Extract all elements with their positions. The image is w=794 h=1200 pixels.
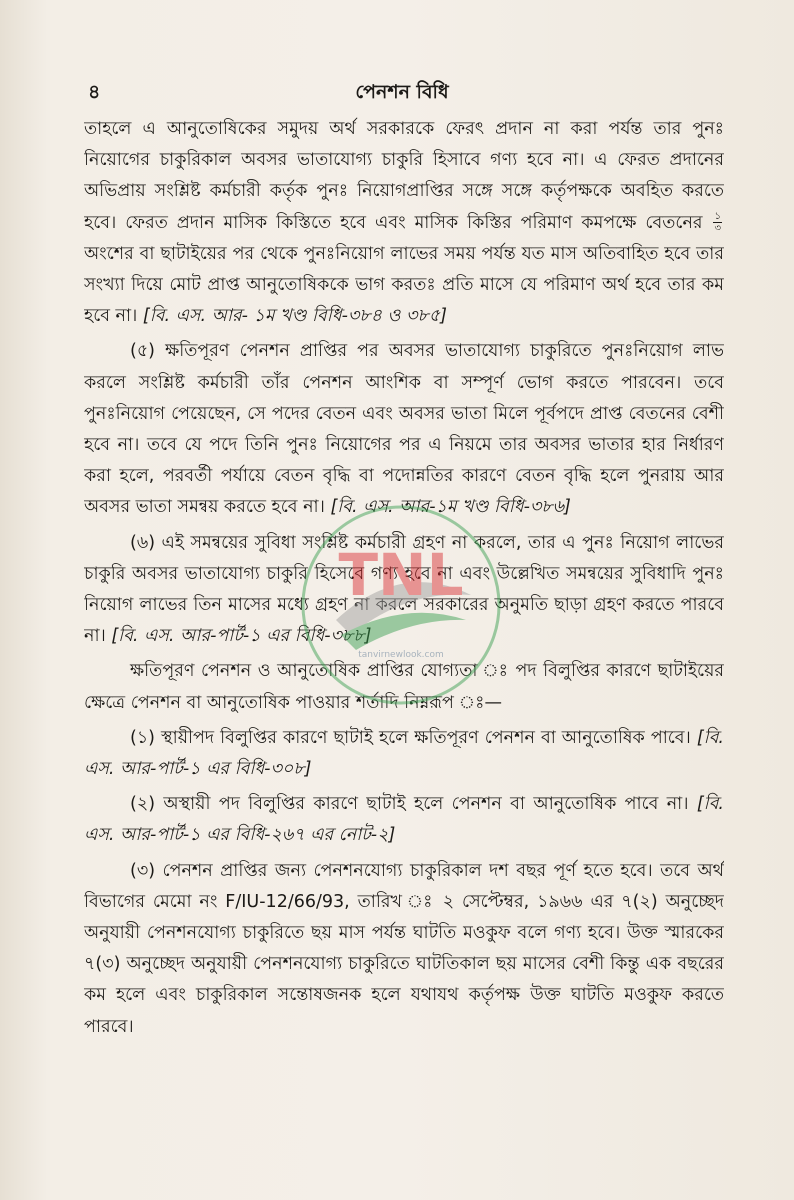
- paragraph-1-text-b: অংশের বা ছাটাইয়ের পর থেকে পুনঃনিয়োগ লাভের সময় পর্যন্ত যত মাস অতিবাহিত হবে তার সংখ্যা দিয়ে মোট প্রাপ্ত আনুতোষিককে ভাগ করতঃ প্রতি মাসে যে পরিমাণ অর্থ হবে তার কম হবে না।: [84, 243, 724, 327]
- paragraph-6-text: (২) অস্থায়ী পদ বিলুপ্তির কারণে ছাটাই হলে পেনশন বা আনুতোষিক পাবে না।: [130, 794, 689, 815]
- paragraph-7: [84, 856, 724, 1043]
- fraction-numerator: ১: [714, 211, 721, 223]
- page-header: [80, 78, 724, 108]
- running-title: পেনশন বিধি: [355, 81, 449, 103]
- page-number: ৪: [88, 81, 101, 103]
- paragraph-6-reference: [বি. এস. আর-পার্ট-১ এর বিধি-২৬৭ এর নোট-২]: [84, 794, 724, 846]
- paragraph-1: [84, 114, 724, 332]
- body-text: [84, 114, 724, 1174]
- paragraph-6: [84, 789, 724, 851]
- paragraph-5: [84, 723, 724, 785]
- paragraph-2-reference: [বি. এস. আর-১ম খণ্ড বিধি-৩৮৬]: [330, 497, 571, 518]
- fraction-one-third: [713, 211, 722, 234]
- paragraph-5-text: (১) স্থায়ীপদ বিলুপ্তির কারণে ছাটাই হলে ক্ষতিপূরণ পেনশন বা আনুতোষিক পাবে।: [130, 727, 691, 748]
- watermark-site-text: tanvirnewlook.com: [358, 650, 444, 660]
- paragraph-5-reference: [বি. এস. আর-পার্ট-১ এর বিধি-৩০৮]: [84, 727, 724, 780]
- paragraph-3-text: (৬) এই সমন্বয়ের সুবিধা সংশ্লিষ্ট কর্মচারী গ্রহণ না করলে, তার এ পুনঃ নিয়োগ লাভের চাকুরি অবসর ভাতাযোগ্য চাকুরি হিসেবে গণ্য হবে না এবং উল্লেখিত সমন্বয়ের সুবিধাদি পুনঃ নিয়োগ লাভের তিন মাসের মধ্যে গ্রহণ না করলে সরকারের অনুমতি ছাড়া গ্রহণ করতে পারবে না।: [84, 532, 724, 647]
- paragraph-1-reference: [বি. এস. আর- ১ম খণ্ড বিধি-৩৮৪ ও ৩৮৫]: [142, 306, 447, 327]
- paragraph-1-text-a: তাহলে এ আনুতোষিকের সমুদয় অর্থ সরকারকে ফেরৎ প্রদান না করা পর্যন্ত তার পুনঃ নিয়োগের চাকুরিকাল অবসর ভাতাযোগ্য চাকুরি হিসাবে গণ্য হবে না। এ ফেরত প্রদানের অভিপ্রায় সংশ্লিষ্ট কর্মচারী কর্তৃক পুনঃ নিয়োগপ্রাপ্তির সঙ্গে সঙ্গে কর্তৃপক্ষকে অবহিত করতে হবে। ফেরত প্রদান মাসিক কিস্তিতে হবে এবং মাসিক কিস্তির পরিমাণ কমপক্ষে বেতনের: [84, 119, 724, 233]
- paragraph-2-text: (৫) ক্ষতিপূরণ পেনশন প্রাপ্তির পর অবসর ভাতাযোগ্য চাকুরিতে পুনঃনিয়োগ লাভ করলে সংশ্লিষ্ট কর্মচারী তাঁর পেনশন আংশিক বা সম্পূর্ণ ভোগ করতে পারবেন। তবে পুনঃনিয়োগ পেয়েছেন, সে পদের বেতন এবং অবসর ভাতা মিলে পূর্বপদে প্রাপ্ত বেতনের বেশী হবে না। তবে যে পদে তিনি পুনঃ নিয়োগের পর এ নিয়মে তার অবসর ভাতার হার নির্ধারণ করা হলে, পরবর্তী পর্যায়ে বেতন বৃদ্ধি বা পদোন্নতির কারণে বেতন বৃদ্ধি হলে পুনরায় আর অবসর ভাতা সমন্বয় করতে হবে না।: [84, 341, 724, 518]
- paragraph-2: [84, 336, 724, 523]
- watermark-logo-text: TNL: [338, 541, 464, 609]
- paragraph-4: [84, 656, 724, 718]
- fraction-denominator: ৩: [714, 223, 721, 235]
- paragraph-3-reference: [বি. এস. আর-পার্ট-১ এর বিধি-৩৮৮]: [111, 626, 372, 647]
- paragraph-4-text: ক্ষতিপূরণ পেনশন ও আনুতোষিক প্রাপ্তির যোগ্যতা ঃ পদ বিলুপ্তির কারণে ছাটাইয়ের ক্ষেত্রে পেনশন বা আনুতোষিক পাওয়ার শর্তাদি নিম্নরূপ ঃ—: [84, 661, 724, 713]
- paragraph-3: [84, 528, 724, 653]
- paragraph-7-text: (৩) পেনশন প্রাপ্তির জন্য পেনশনযোগ্য চাকুরিকাল দশ বছর পূর্ণ হতে হবে। তবে অর্থ বিভাগের মেমো নং F/IU-12/66/93, তারিখ ঃ ২ সেপ্টেম্বর, ১৯৬৬ এর ৭(২) অনুচ্ছেদ অনুযায়ী পেনশনযোগ্য চাকুরিতে ছয় মাস পর্যন্ত ঘাটতি মওকুফ বলে গণ্য হবে। উক্ত স্মারকের ৭(৩) অনুচ্ছেদ অনুযায়ী পেনশনযোগ্য চাকুরিতে ঘাটতিকাল ছয় মাসের বেশী কিন্তু এক বছরের কম হলে এবং চাকুরিকাল সন্তোষজনক হলে যথাযথ কর্তৃপক্ষ উক্ত ঘাটতি মওকুফ করতে পারবে।: [84, 860, 724, 1037]
